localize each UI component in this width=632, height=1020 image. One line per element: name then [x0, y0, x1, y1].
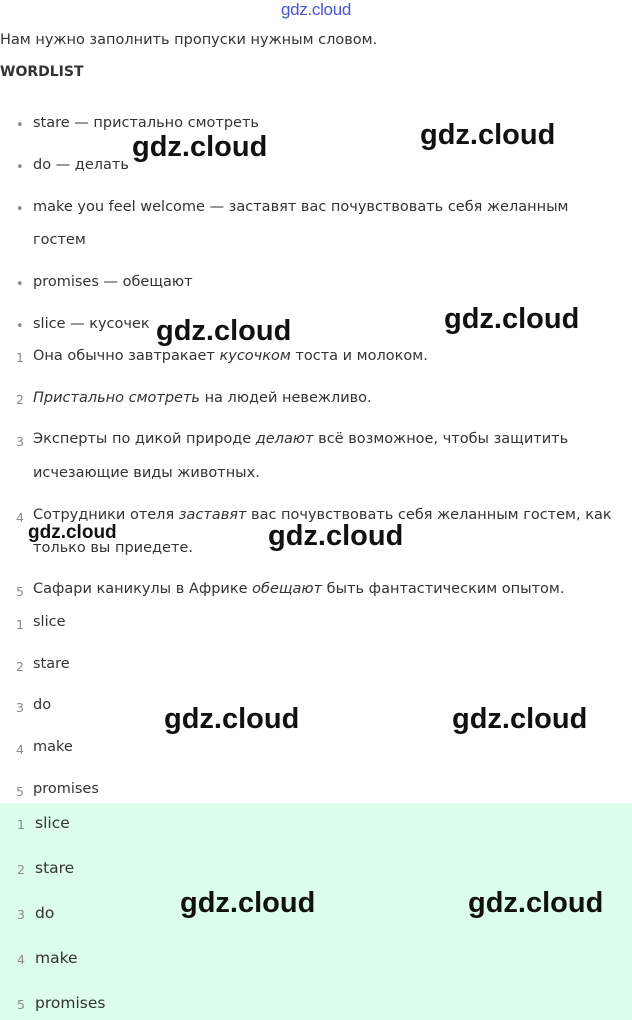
- answer-number: 4: [17, 952, 25, 967]
- list-bullet: •: [16, 202, 24, 217]
- list-bullet: •: [16, 118, 24, 133]
- sentence-number: 2: [16, 392, 24, 407]
- sentence-number: 5: [16, 584, 24, 599]
- list-bullet: •: [16, 319, 24, 334]
- watermark: gdz.cloud: [132, 131, 268, 163]
- sentence: Сотрудники отеля заставят вас почувствовать себя желанным гостем, как: [33, 507, 612, 523]
- sentence-number: 3: [16, 434, 24, 449]
- sentence: Эксперты по дикой природе делают всё возможное, чтобы защитить: [33, 431, 569, 447]
- answer-number: 1: [17, 817, 25, 832]
- final-answer-word: make: [35, 949, 78, 967]
- sentence-continuation: только вы приедете.: [33, 540, 193, 556]
- answer-word: stare: [33, 656, 70, 672]
- wordlist-item-continuation: гостем: [33, 232, 86, 248]
- wordlist-item: make you feel welcome — заставят вас почувствовать себя желанным: [33, 199, 569, 215]
- sentence: Сафари каникулы в Африке обещают быть фантастическим опытом.: [33, 581, 565, 597]
- answer-number: 4: [16, 742, 24, 757]
- answer-word: make: [33, 739, 73, 755]
- sentence-answer: заставят: [178, 507, 247, 523]
- answer-word: slice: [33, 614, 66, 630]
- sentence-answer: обещают: [252, 581, 323, 597]
- final-answer-word: stare: [35, 859, 75, 877]
- wordlist-item: promises — обещают: [33, 274, 193, 290]
- watermark: gdz.cloud: [164, 703, 300, 735]
- answer-number: 2: [17, 862, 25, 877]
- sentence-number: 1: [16, 350, 24, 365]
- watermark: gdz.cloud: [28, 522, 117, 543]
- answer-word: promises: [33, 781, 99, 797]
- answer-number: 3: [17, 907, 25, 922]
- site-logo[interactable]: gdz.cloud: [280, 0, 352, 19]
- watermark: gdz.cloud: [268, 520, 404, 552]
- sentence: Пристально смотреть на людей невежливо.: [33, 390, 372, 406]
- watermark: gdz.cloud: [444, 303, 580, 335]
- sentence: Она обычно завтракает кусочком тоста и молоком.: [33, 348, 428, 364]
- answer-word: do: [33, 697, 52, 713]
- sentence-continuation: исчезающие виды животных.: [33, 465, 260, 481]
- sentence-answer: Пристально смотреть: [33, 390, 200, 406]
- answer-number: 5: [17, 997, 25, 1012]
- sentence-number: 4: [16, 510, 24, 525]
- watermark: gdz.cloud: [468, 887, 604, 919]
- task-intro: Нам нужно заполнить пропуски нужным словом.: [0, 32, 378, 48]
- answer-number: 2: [16, 659, 24, 674]
- list-bullet: •: [16, 160, 24, 175]
- wordlist-title: WORDLIST: [0, 64, 84, 80]
- wordlist-item: do — делать: [33, 157, 129, 173]
- list-bullet: •: [16, 277, 24, 292]
- answer-number: 5: [16, 784, 24, 799]
- sentence-answer: кусочком: [219, 348, 291, 364]
- watermark: gdz.cloud: [156, 315, 292, 347]
- watermark: gdz.cloud: [420, 119, 556, 151]
- answer-number: 3: [16, 700, 24, 715]
- watermark: gdz.cloud: [452, 703, 588, 735]
- final-answer-word: slice: [35, 814, 70, 832]
- sentence-answer: делают: [255, 431, 314, 447]
- final-answer-word: do: [35, 904, 55, 922]
- wordlist-item: slice — кусочек: [33, 316, 150, 332]
- watermark: gdz.cloud: [180, 887, 316, 919]
- final-answer-word: promises: [35, 994, 106, 1012]
- wordlist-item: stare — пристально смотреть: [33, 115, 259, 131]
- answer-number: 1: [16, 617, 24, 632]
